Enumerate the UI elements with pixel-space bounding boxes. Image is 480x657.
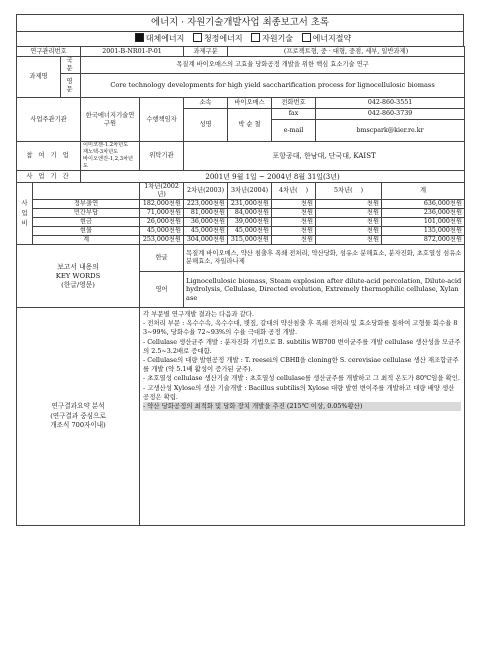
checkbox-alt-energy[interactable]: [135, 33, 144, 42]
budget-cell: 135,000천원: [382, 227, 465, 236]
category-label-clean-energy: 청정에너지: [203, 34, 243, 43]
budget-cell: 872,000천원: [382, 236, 465, 245]
summary-paragraph: - 초호열성 cellulase 생산기술 개발 : 초호열성 cellulase를 생산균주를 개발하고 그 최적 온도가 80℃임을 확인.: [143, 374, 460, 383]
keywords-label-line: 보고서 내용의: [57, 262, 99, 271]
budget-h-5-b: ): [360, 187, 364, 194]
mgmt-value: 2001-B-NR01-P-01: [81, 47, 184, 57]
summary-paragraph: 각 부문별 연구개발 결과는 다음과 같다.: [143, 310, 254, 318]
budget-cell: 천원: [272, 200, 316, 209]
checkbox-energy-saving[interactable]: [302, 33, 311, 42]
budget-h-total: 계: [382, 183, 465, 200]
report-sheet: [16, 14, 464, 526]
budget-header-row: [17, 183, 465, 200]
budget-cell: 315,000천원: [228, 236, 272, 245]
tel-value: 042-860-3551: [316, 98, 465, 109]
category-label-resource-tech: 자원기술: [262, 34, 294, 43]
budget-cell: 천원: [316, 209, 382, 218]
fax-label: fax: [272, 109, 316, 120]
email-label: e-mail: [272, 120, 316, 142]
budget-cell: 26,000천원: [140, 218, 184, 227]
participant-line: 이미코젠-1.2차년도: [83, 142, 129, 148]
period-value: 2001년 9월 1일 ~ 2004년 8월 31일(3년): [81, 171, 465, 183]
checkbox-clean-energy[interactable]: [193, 33, 202, 42]
budget-row-label: 현물: [33, 227, 140, 236]
category-label-energy-saving: 에너지절약: [312, 34, 352, 43]
participants-label: 참 여 기 업: [17, 142, 81, 171]
summary-label: [17, 308, 140, 526]
budget-cell: 45,000천원: [184, 227, 228, 236]
budget-row-label: 현금: [33, 218, 140, 227]
org-name: 한국에너지기술연구원: [81, 98, 140, 142]
participant-line: 재노텍-3차년도: [83, 149, 119, 155]
org-row-1: [17, 98, 465, 109]
budget-cell: 39,000천원: [228, 218, 272, 227]
budget-cell: 101,000천원: [382, 218, 465, 227]
consign-label: 위탁기관: [140, 142, 184, 171]
summary-body: [140, 308, 465, 526]
budget-row: [17, 209, 465, 218]
keywords-label: [17, 245, 140, 308]
org-label: 사업주관기관: [17, 98, 81, 142]
fax-value: 042-860-3739: [316, 109, 465, 120]
participants-row: [17, 142, 465, 171]
summary-row: [17, 308, 465, 526]
summary-label-line: 개조식 700자이내): [50, 421, 106, 430]
budget-h-4-a: 4차년(: [278, 187, 298, 194]
report-table: [16, 46, 465, 526]
budget-row: [17, 227, 465, 236]
participants-list: [81, 142, 140, 171]
budget-h-3: 3차년(2004): [228, 183, 272, 200]
budget-cell: 84,000천원: [228, 209, 272, 218]
keywords-eng-label: 영어: [140, 272, 184, 308]
summary-paragraph: - 고생산성 Xylose의 생산 기술개발 : Bacillus subtilis의 Xylose 대량 발현 변이주를 개발하고 대량 배양 생산 공정은 확립.: [143, 383, 455, 401]
checkbox-resource-tech[interactable]: [251, 33, 260, 42]
project-kor-row: [17, 57, 465, 74]
budget-cell: 천원: [272, 218, 316, 227]
budget-row-label: 계: [33, 236, 140, 245]
budget-cell: 45,000천원: [140, 227, 184, 236]
summary-paragraph: - 전처리 부문 : 옥수수속, 옥수수대, 볏짚, 갈대의 약산침출 후 폭쇄 전처리 및 효소당화를 통하여 고형물 회수율 83~99%, 당화수율 72~93%의 수율 극대화 공정 개발.: [143, 319, 458, 337]
keywords-label-line: (한글/영문): [61, 280, 95, 289]
budget-row-label: 민간부담: [33, 209, 140, 218]
budget-cell: 36,000천원: [184, 218, 228, 227]
budget-h-4-b: ): [305, 187, 309, 194]
budget-cell: 253,000천원: [140, 236, 184, 245]
summary-label-line: (연구결과 중심으로: [50, 411, 106, 420]
budget-cell: 81,000천원: [184, 209, 228, 218]
budget-cell: 223,000천원: [184, 200, 228, 209]
budget-cell: 천원: [316, 200, 382, 209]
mgmt-row: [17, 47, 465, 57]
leader-name: 박 순 철: [228, 109, 272, 142]
budget-label: [17, 183, 33, 245]
keywords-kor-label: 한글: [140, 245, 184, 272]
project-kor-label: 국 문: [61, 57, 81, 74]
budget-cell: 45,000천원: [228, 227, 272, 236]
project-eng-value: Core technology developments for high yield saccharification process for lignocellulosic biomass: [81, 74, 465, 98]
budget-cell: 236,000천원: [382, 209, 465, 218]
project-eng-label: 영 문: [61, 74, 81, 98]
summary-paragraph: - Cellulase 생산균주 개발 : 분자진화 기법으로 B. subtilis WB700 변이균주를 개발 cellulase 생산성을 모균주의 2.5~3.2배로 증대함.: [143, 337, 461, 355]
summary-label-line: 연구결과요약 분석: [51, 402, 105, 411]
project-eng-row: [17, 74, 465, 98]
budget-cell: 182,000천원: [140, 200, 184, 209]
budget-row: [17, 200, 465, 209]
type-label: 과제구분: [184, 47, 228, 57]
budget-cell: 천원: [272, 209, 316, 218]
period-label: 사 업 기 간: [17, 171, 81, 183]
period-row: [17, 171, 465, 183]
budget-cell: 천원: [272, 227, 316, 236]
keywords-label-line: KEY WORDS: [55, 271, 101, 280]
affil-value: 바이오매스: [228, 98, 272, 109]
budget-cell: 천원: [316, 227, 382, 236]
budget-cell: 천원: [316, 218, 382, 227]
budget-cell: 304,000천원: [184, 236, 228, 245]
keywords-kor-value: 목질계 바이오매스, 약산 침출후 폭쇄 전처리, 약산당화, 섬유소 분해효소, 분자진화, 초호열성 섬유소 분해효소, 자일라나제: [184, 245, 465, 272]
budget-corner: [33, 183, 140, 200]
report-title: 에너지 · 자원기술개발사업 최종보고서 초록: [16, 14, 464, 31]
category-label-alt-energy: 대체에너지: [145, 34, 185, 43]
budget-row: [17, 236, 465, 245]
budget-h-4: [272, 183, 316, 200]
category-checkboxes: [16, 31, 464, 46]
budget-h-5-a: 5차년(: [333, 187, 353, 194]
budget-row-label: 정부출연: [33, 200, 140, 209]
budget-cell: 636,000천원: [382, 200, 465, 209]
budget-h-1: 1차년(2002년): [140, 183, 184, 200]
budget-cell: 71,000천원: [140, 209, 184, 218]
budget-h-5: [316, 183, 382, 200]
budget-row: [17, 218, 465, 227]
budget-h-2: 2차년(2003): [184, 183, 228, 200]
budget-label-text: 사 업 비: [21, 199, 28, 227]
budget-cell: 231,000천원: [228, 200, 272, 209]
summary-paragraph: - Cellulase의 대량 발현공정 개발 : T. reesei의 CBHⅡ을 cloning한 S. cerevisiae cellulase 생산 재조합균주를 개발 (약 5.1배 활성이 증가된 균주).: [143, 356, 459, 374]
budget-cell: 천원: [272, 236, 316, 245]
keywords-kor-row: [17, 245, 465, 272]
budget-cell: 천원: [316, 236, 382, 245]
email-value[interactable]: bmscpark@kier.re.kr: [316, 120, 465, 142]
leader-label: 수행책임자: [140, 98, 184, 142]
project-label: 과제명: [17, 57, 61, 98]
summary-paragraph: - 약산 당화공정의 최적화 및 당화 장치 개발을 추진 (215℃ 이상, 0.05%황산): [143, 402, 461, 411]
participant-line: 바이오엔진-1,2,3차년도: [83, 156, 134, 169]
keywords-eng-value: Lignocellulosic biomass, Steam explosion after dilute-acid percolation, Dilute-acid hydrolysis, Cellulase, Directed evolution, Extremely thermophilic cellulase, Xylanase: [184, 272, 465, 308]
consign-value: 포항공대, 한남대, 단국대, KAIST: [184, 142, 465, 171]
name-label: 성명: [184, 109, 228, 142]
project-kor-value: 목질계 바이오매스의 고효율 당화공정 개발을 위한 핵심 효소기술 연구: [81, 57, 465, 74]
type-value: (프로젝트형, 중 · 대형, 중점, 세부, 일반과제): [228, 47, 465, 57]
tel-label: 전화번호: [272, 98, 316, 109]
affil-label: 소속: [184, 98, 228, 109]
mgmt-label: 연구관리번호: [17, 47, 81, 57]
